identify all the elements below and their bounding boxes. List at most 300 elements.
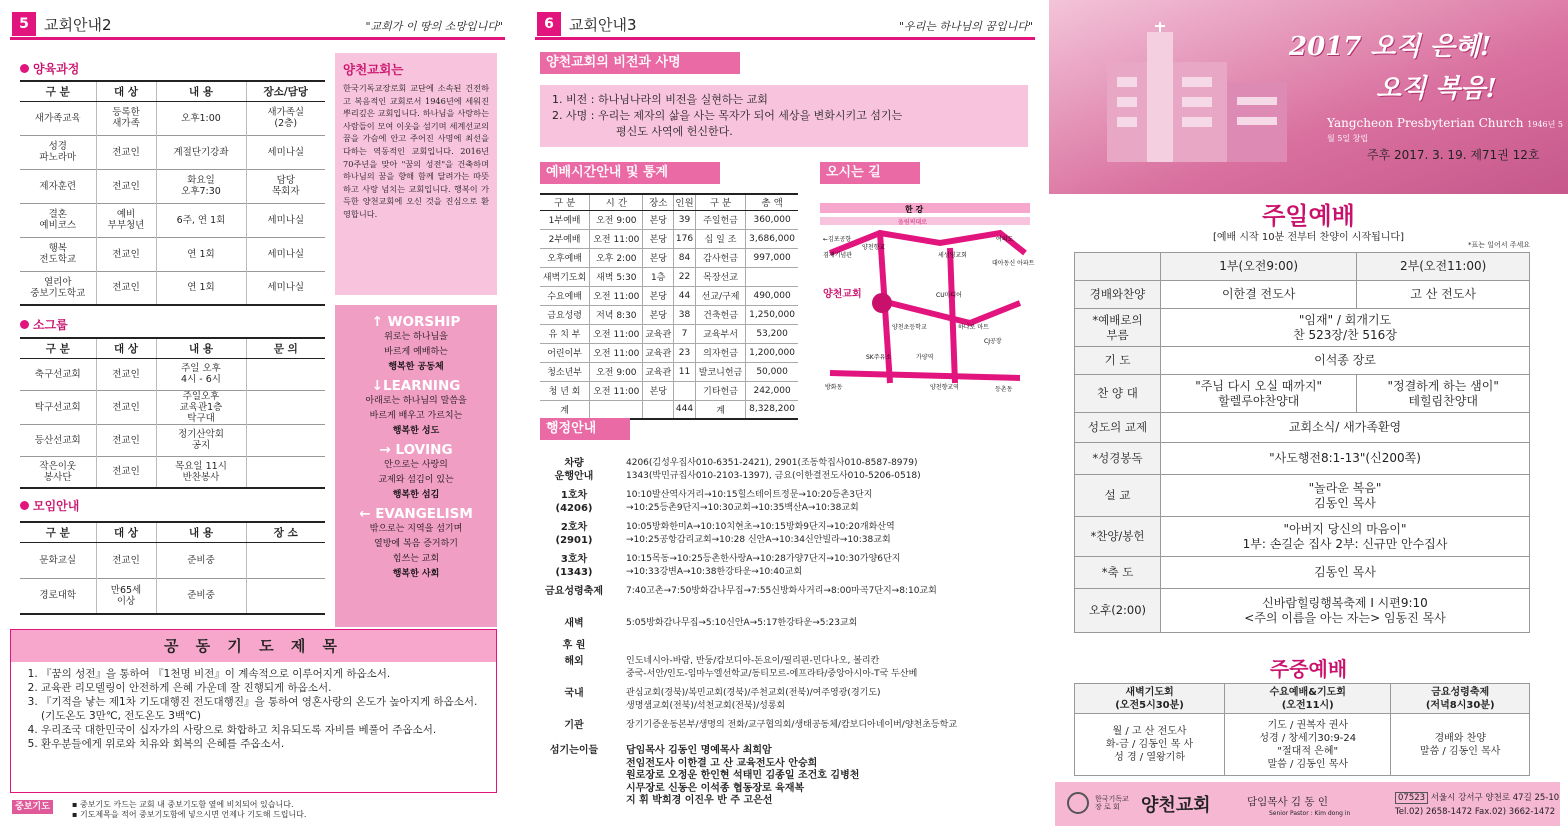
table-cell: 세미나실 bbox=[246, 203, 325, 237]
table-row bbox=[1075, 413, 1530, 443]
table-row bbox=[20, 542, 325, 578]
hero-banner bbox=[1049, 0, 1568, 194]
admin-key: 3호차 (1343) bbox=[555, 554, 593, 578]
table-cell: 예비 부부청년 bbox=[96, 203, 156, 237]
row-label: *예배로의 부름 bbox=[1075, 309, 1161, 347]
table-cell bbox=[246, 578, 325, 614]
table-header: 구 분 bbox=[20, 81, 96, 101]
table-cell bbox=[246, 358, 325, 390]
prayer-item: 1. 『꿈의 성전』을 통하여 『1천명 비전』이 계속적으로 이루어지게 하옵소서. bbox=[41, 667, 488, 681]
staff-line: 지 휘 박희경 이진우 반 주 고은선 bbox=[626, 795, 773, 806]
admin-key: 새벽 bbox=[564, 618, 584, 629]
table-cell: 교육관 bbox=[643, 343, 674, 362]
table-cell: 세미나실 bbox=[246, 135, 325, 169]
vision-line: 교제와 섬김이 있는 bbox=[378, 475, 454, 485]
table-cell: "정결하게 하는 샘이" 테힐림찬양대 bbox=[1357, 375, 1530, 413]
table-row bbox=[1075, 475, 1530, 517]
staff-line: 담임목사 김동인 명예목사 최희암 bbox=[626, 745, 772, 756]
vision-line: 힘쓰는 교회 bbox=[392, 554, 440, 564]
weekday-title: 주중예배 bbox=[1269, 657, 1348, 681]
table-header: 대 상 bbox=[96, 522, 156, 542]
table-row bbox=[540, 286, 798, 305]
table-cell: 김동인 목사 bbox=[1161, 557, 1530, 589]
vision-line: 위로는 하나님을 bbox=[384, 332, 448, 342]
table-cell: 세미나실 bbox=[246, 237, 325, 271]
table-cell: 242,000 bbox=[746, 381, 798, 400]
table-cell: 주일헌금 bbox=[695, 210, 745, 229]
section-title-smallgroup: 소그룹 bbox=[20, 316, 68, 333]
admin-key: 1호차 (4206) bbox=[555, 490, 593, 514]
table-cell: 오전 11:00 bbox=[590, 229, 643, 248]
worship-table bbox=[540, 193, 798, 420]
table-row bbox=[1075, 589, 1530, 633]
table-row bbox=[1075, 281, 1530, 309]
table-row bbox=[540, 267, 798, 286]
page-number: 6 bbox=[537, 12, 561, 36]
table-cell: 전교인 bbox=[96, 237, 156, 271]
support-key: 국내 bbox=[564, 688, 584, 699]
table-cell: 주일오후 교육관1층 탁구대 bbox=[156, 390, 246, 424]
table-header: 금요성령축제 (저녁8시30분) bbox=[1391, 684, 1530, 714]
table-cell: 8,328,200 bbox=[746, 400, 798, 419]
table-cell: 결혼 예비코스 bbox=[20, 203, 96, 237]
table-cell: 오전 11:00 bbox=[590, 286, 643, 305]
table-row bbox=[540, 400, 798, 419]
page-5 bbox=[0, 0, 515, 829]
table-cell: 저녁 8:30 bbox=[590, 305, 643, 324]
table-header: 2부(오전11:00) bbox=[1357, 253, 1530, 281]
footer-pastor: 담임목사 김 동 인 bbox=[1247, 796, 1329, 808]
page-title: 교회안내2 bbox=[44, 16, 112, 34]
admin-value: 10:10발산역사거리→10:15힐스테이트정문→10:20등촌3단지 →10:25등촌9단지→10:30교회→10:35백산A→10:38교회 bbox=[626, 490, 873, 513]
table-cell bbox=[246, 424, 325, 456]
admin-value: 10:15목동→10:25등촌한사랑A→10:28가양7단지→10:30가양6단지 →10:33강변A→10:38한강타운→10:40교회 bbox=[626, 554, 901, 577]
vision-line: 안으로는 사랑의 bbox=[384, 460, 448, 470]
table-row bbox=[20, 578, 325, 614]
table-cell: 작은이웃 봉사단 bbox=[20, 456, 96, 488]
table-row bbox=[20, 271, 325, 305]
table-cell: 연 1회 bbox=[156, 271, 246, 305]
table-header: 대 상 bbox=[96, 81, 156, 101]
table-row bbox=[540, 362, 798, 381]
page-header bbox=[10, 6, 505, 40]
table-cell: "주님 다시 오실 때까지" 할렐루야찬양대 bbox=[1161, 375, 1357, 413]
table-cell: 준비중 bbox=[156, 542, 246, 578]
vision-box bbox=[540, 85, 1028, 147]
table-cell: 본당 bbox=[643, 305, 674, 324]
table-cell: 기도 / 권복자 권사 성경 / 창세기30:9-24 "절대적 은혜" 말씀 / 김동인 목사 bbox=[1225, 714, 1391, 776]
row-label: *축 도 bbox=[1075, 557, 1161, 589]
table-cell: 계 bbox=[540, 400, 590, 419]
map-label: 겸재기념관 bbox=[823, 252, 852, 259]
table-cell: 7 bbox=[674, 324, 696, 343]
table-cell: 490,000 bbox=[746, 286, 798, 305]
table-cell: 연 1회 bbox=[156, 237, 246, 271]
hero-title-line2: 오직 복음! bbox=[1376, 74, 1497, 104]
page-motto: "우리는 하나님의 꿈입니다" bbox=[899, 20, 1033, 33]
table-row bbox=[1075, 309, 1530, 347]
table-cell: 오전 11:00 bbox=[590, 381, 643, 400]
note-line: ▪ 중보기도 카드는 교회 내 중보기도함 옆에 비치되어 있습니다. bbox=[72, 800, 294, 809]
table-cell bbox=[643, 400, 674, 419]
table-cell: 문화교실 bbox=[20, 542, 96, 578]
table-corner bbox=[1075, 253, 1161, 281]
table-row bbox=[20, 390, 325, 424]
table-cell bbox=[674, 381, 696, 400]
admin-key: 금요성령축제 bbox=[545, 586, 603, 597]
footer-tel: Tel.02) 2658-1472 Fax.02) 3662-1472 bbox=[1395, 807, 1556, 817]
table-row bbox=[20, 135, 325, 169]
table-cell: 청소년부 bbox=[540, 362, 590, 381]
vision-heading: ← EVANGELISM bbox=[359, 506, 473, 522]
table-cell: 새가족교육 bbox=[20, 101, 96, 135]
vision-heading: ↓LEARNING bbox=[371, 378, 461, 394]
edu-table bbox=[20, 80, 325, 306]
table-cell: 세미나실 bbox=[246, 271, 325, 305]
table-cell: 신바람힐링행복축제 I 시편9:10 <주의 이름을 아는 자는> 임동진 목사 bbox=[1161, 589, 1530, 633]
table-header-row bbox=[1075, 684, 1530, 714]
vision-line: 1. 비전 : 하나님나라의 비전을 실현하는 교회 bbox=[552, 93, 768, 106]
table-cell: 오후예배 bbox=[540, 248, 590, 267]
page-number: 5 bbox=[12, 12, 36, 36]
footer-addr: 서울시 강서구 양천로 47길 25-10 bbox=[1430, 793, 1560, 803]
table-cell: 담당 목회자 bbox=[246, 169, 325, 203]
worship-title: 예배시간안내 및 통계 bbox=[540, 162, 720, 184]
table-cell: 997,000 bbox=[746, 248, 798, 267]
map-label: CJ공장 bbox=[984, 338, 1002, 345]
sunday-service-table bbox=[1074, 252, 1530, 633]
admin-key: 2호차 (2901) bbox=[555, 522, 593, 546]
map-river bbox=[820, 203, 1030, 213]
table-cell: 이한결 전도사 bbox=[1161, 281, 1357, 309]
vision-emphasis: 행복한 성도 bbox=[392, 426, 440, 436]
table-row bbox=[20, 358, 325, 390]
staff-line: 시무장로 신동은 이석종 협동장로 육재복 bbox=[626, 782, 805, 794]
support-key: 기관 bbox=[564, 720, 584, 731]
table-cell: 만65세 이상 bbox=[96, 578, 156, 614]
table-header: 장 소 bbox=[246, 522, 325, 542]
vision-line: 2. 사명 : 우리는 제자의 삶을 사는 목자가 되어 세상을 변화시키고 섬기는 bbox=[552, 109, 903, 122]
map-label: 대아동신 아파트 bbox=[992, 260, 1035, 267]
vision-heading: → LOVING bbox=[379, 442, 453, 458]
table-cell: 건축헌금 bbox=[695, 305, 745, 324]
intro-box bbox=[335, 53, 497, 295]
prayer-item: 4. 우리조국 대한민국이 십자가의 사랑으로 화합하고 치유되도록 자비를 베풀어 주옵소서. bbox=[41, 723, 488, 737]
table-cell: 경로대학 bbox=[20, 578, 96, 614]
table-cell: 전교인 bbox=[96, 456, 156, 488]
intro-title: 양천교회는 bbox=[343, 62, 404, 77]
support-value: 관심교회(경북)/복민교회(경북)/주천교회(전북)/여주영광(경기도) 생명샘교회(전북)/석천교회(전북)/성롱회 bbox=[626, 688, 881, 711]
table-header: 내 용 bbox=[156, 522, 246, 542]
admin-value: 4206(김성우집사010-6351-2421), 2901(조동학집사010-8587-8979) 1343(박민규집사010-2103-1397), 금요(이한결전도사010-5206-0518) bbox=[626, 458, 921, 481]
footer-denomination: 한국기독교 장 로 회 bbox=[1095, 795, 1129, 811]
table-cell: 경배와 찬양 말씀 / 김동인 목사 bbox=[1391, 714, 1530, 776]
map-label: ←김포공항 bbox=[823, 236, 852, 243]
vision-title: 양천교회의 비전과 사명 bbox=[540, 52, 740, 74]
table-cell: 오전 9:00 bbox=[590, 210, 643, 229]
table-row bbox=[1075, 517, 1530, 557]
table-cell bbox=[590, 400, 643, 419]
table-row bbox=[540, 248, 798, 267]
table-header: 새벽기도회 (오전5시30분) bbox=[1075, 684, 1225, 714]
table-cell: 1층 bbox=[643, 267, 674, 286]
prayer-list bbox=[11, 662, 496, 751]
vision-box bbox=[335, 305, 497, 627]
support-value: 장기기증운동본부/생명의 전화/교구협의회/생태공동체/캄보디아네이버/양천초등학교 bbox=[626, 720, 958, 730]
table-header: 총 액 bbox=[746, 194, 798, 210]
prayer-item: 3. 『기적을 낳는 제1차 기도대행진 전도대행진』을 통하여 영혼사랑의 온도가 높아지게 하옵소서.(기도온도 3만℃, 전도온도 3백℃) bbox=[41, 695, 488, 723]
row-label: 오후(2:00) bbox=[1075, 589, 1161, 633]
page-header bbox=[535, 6, 1035, 40]
bulletin-date: 주후 2017. 3. 19. 제71권 12호 bbox=[1367, 148, 1540, 162]
map-label: 등촌동 bbox=[995, 386, 1013, 393]
table-cell: 전교인 bbox=[96, 271, 156, 305]
table-cell: 전교인 bbox=[96, 542, 156, 578]
table-cell bbox=[246, 456, 325, 488]
vision-heading: ↑ WORSHIP bbox=[371, 314, 461, 330]
weekday-service-table bbox=[1074, 683, 1530, 776]
intro-text: 한국기독교장로회 교단에 소속된 건전하고 복음적인 교회로서 1946년에 세워진 뿌리깊은 교회입니다. 하나님을 사랑하는 사람들이 모여 이웃을 섬기며 세계선교의 꿈을 가슴에 안고 주어진 사명에 최선을 다하는 역동적인 교회입니다. 2016년 70주년을 맞아 "꿈의 성전"을 건축하며 하나님의 꿈을 향해 함께 달려가는 따뜻하고 사랑 넘치는 교회입니다. 행복이 가득한 양천교회에 오신 것을 진심으로 환영합니다. bbox=[343, 83, 489, 219]
footer-church-name: 양천교회 bbox=[1141, 795, 1211, 816]
page-6 bbox=[525, 0, 1045, 829]
church-marker bbox=[872, 293, 892, 313]
table-row bbox=[20, 237, 325, 271]
admin-value: 5:05방화감나무집→5:10신안A→5:17한강타운→5:23교회 bbox=[626, 618, 858, 628]
prayer-title: 공 동 기 도 제 목 bbox=[11, 630, 496, 662]
table-cell: 월 / 고 산 전도사 화-금 / 김동인 목 사 성 경 / 열왕기하 bbox=[1075, 714, 1225, 776]
table-cell: "임재" / 회개기도 찬 523장/찬 516장 bbox=[1161, 309, 1530, 347]
table-cell: 열리아 중보기도학교 bbox=[20, 271, 96, 305]
map-church-label: 양천교회 bbox=[823, 289, 862, 300]
staff-label: 섬기는이들 bbox=[549, 745, 599, 756]
church-english-name-text: Yangcheon Presbyterian Church bbox=[1327, 116, 1524, 130]
map-label: 양천초등학교 bbox=[892, 324, 927, 331]
footer-pastor-en: Senior Pastor : Kim dong in bbox=[1269, 810, 1351, 817]
table-row bbox=[540, 229, 798, 248]
table-cell: 전교인 bbox=[96, 390, 156, 424]
vision-line: 밖으로는 지역을 섬기며 bbox=[369, 524, 463, 534]
table-cell: 444 bbox=[674, 400, 696, 419]
directions-map bbox=[820, 193, 1040, 398]
table-cell: 1부예배 bbox=[540, 210, 590, 229]
table-cell: 축구선교회 bbox=[20, 358, 96, 390]
church-established: 1946년 5월 5일 창립 bbox=[1327, 120, 1563, 143]
table-cell: 어린이부 bbox=[540, 343, 590, 362]
table-row bbox=[540, 324, 798, 343]
prayer-item: 2. 교육관 리모델링이 안전하게 은혜 가운데 잘 진행되게 하옵소서. bbox=[41, 681, 488, 695]
map-label: 방화동 bbox=[825, 384, 843, 391]
table-cell: 53,200 bbox=[746, 324, 798, 343]
table-cell: 목장선교 bbox=[695, 267, 745, 286]
footer-zip: 07523 bbox=[1395, 792, 1428, 804]
table-row bbox=[540, 305, 798, 324]
row-label: 찬 양 대 bbox=[1075, 375, 1161, 413]
row-label: 성도의 교제 bbox=[1075, 413, 1161, 443]
table-cell: 38 bbox=[674, 305, 696, 324]
row-label: 기 도 bbox=[1075, 347, 1161, 375]
table-header: 내 용 bbox=[156, 81, 246, 101]
table-cell: 360,000 bbox=[746, 210, 798, 229]
table-header: 장소/담당 bbox=[246, 81, 325, 101]
table-cell: 44 bbox=[674, 286, 696, 305]
table-row bbox=[1075, 557, 1530, 589]
vision-line: 바르게 배우고 가르치는 bbox=[369, 411, 463, 421]
table-cell: 본당 bbox=[643, 248, 674, 267]
table-cell bbox=[246, 542, 325, 578]
table-cell: 2부예배 bbox=[540, 229, 590, 248]
table-header: 1부(오전9:00) bbox=[1161, 253, 1357, 281]
vision-emphasis: 행복한 사회 bbox=[392, 569, 440, 579]
table-row bbox=[20, 169, 325, 203]
church-english-name bbox=[1327, 116, 1568, 144]
table-cell: 오전 9:00 bbox=[590, 362, 643, 381]
table-row bbox=[20, 456, 325, 488]
meeting-table bbox=[20, 521, 325, 615]
row-label: 설 교 bbox=[1075, 475, 1161, 517]
staff-line: 원로장로 오정운 한인현 석태민 김종일 조건호 김병천 bbox=[626, 770, 860, 781]
table-cell: 유 치 부 bbox=[540, 324, 590, 343]
map-label: 올림픽대로 bbox=[898, 219, 927, 226]
table-cell: 화요일 오후7:30 bbox=[156, 169, 246, 203]
map-label: 여의도 bbox=[996, 236, 1014, 243]
table-cell: 계 bbox=[695, 400, 745, 419]
vision-emphasis: 행복한 공동체 bbox=[388, 362, 444, 372]
table-cell: 50,000 bbox=[746, 362, 798, 381]
table-cell: 본당 bbox=[643, 210, 674, 229]
table-cell: 교육관 bbox=[643, 362, 674, 381]
table-cell: 탁구선교회 bbox=[20, 390, 96, 424]
table-cell: 교육관 bbox=[643, 324, 674, 343]
map-label: 양천향교역 bbox=[930, 384, 959, 391]
note-tag: 중보기도 bbox=[12, 800, 53, 814]
table-cell bbox=[746, 267, 798, 286]
admin-title: 행정안내 bbox=[540, 418, 630, 440]
table-row bbox=[1075, 347, 1530, 375]
staff-line: 전임전도사 이한결 고 산 교육전도사 안승희 bbox=[626, 757, 818, 769]
table-header: 시 간 bbox=[590, 194, 643, 210]
table-cell: 이석종 장로 bbox=[1161, 347, 1530, 375]
row-label: *성경봉독 bbox=[1075, 443, 1161, 475]
row-label: 경배와찬양 bbox=[1075, 281, 1161, 309]
table-header: 수요예배&기도회 (오전11시) bbox=[1225, 684, 1391, 714]
support-key: 해외 bbox=[564, 656, 584, 667]
table-cell: 성경 파노라마 bbox=[20, 135, 96, 169]
table-cell: 행복 전도학교 bbox=[20, 237, 96, 271]
table-cell: 새벽기도회 bbox=[540, 267, 590, 286]
table-row bbox=[540, 381, 798, 400]
row-label: *찬양/봉헌 bbox=[1075, 517, 1161, 557]
table-cell: 제자훈련 bbox=[20, 169, 96, 203]
table-header: 구 분 bbox=[20, 338, 96, 358]
table-cell: 오전 11:00 bbox=[590, 343, 643, 362]
prayer-item: 5. 환우분들에게 위로와 치유와 회복의 은혜를 주옵소서. bbox=[41, 737, 488, 751]
table-cell: 39 bbox=[674, 210, 696, 229]
prayer-box bbox=[10, 629, 497, 793]
table-cell: 오전 11:00 bbox=[590, 324, 643, 343]
map-label: 한 강 bbox=[905, 205, 924, 214]
vision-line: 아래로는 하나님의 말씀을 bbox=[365, 396, 467, 406]
table-cell: 84 bbox=[674, 248, 696, 267]
page-title: 교회안내3 bbox=[569, 16, 637, 34]
table-cell: 176 bbox=[674, 229, 696, 248]
vision-line: 평신도 사역에 헌신한다. bbox=[616, 125, 733, 138]
table-cell: 교육부서 bbox=[695, 324, 745, 343]
table-header: 구 분 bbox=[540, 194, 590, 210]
table-cell: 오후1:00 bbox=[156, 101, 246, 135]
table-header: 장소 bbox=[643, 194, 674, 210]
table-cell: 22 bbox=[674, 267, 696, 286]
table-header: 내 용 bbox=[156, 338, 246, 358]
table-cell: 등록한 새가족 bbox=[96, 101, 156, 135]
table-cell: 전교인 bbox=[96, 358, 156, 390]
hero-title-line1: 2017 오직 은혜! bbox=[1289, 32, 1492, 62]
section-title-meeting: 모임안내 bbox=[20, 497, 79, 514]
map-label: 하나로 마트 bbox=[958, 324, 989, 331]
table-cell: 준비중 bbox=[156, 578, 246, 614]
table-row bbox=[20, 101, 325, 135]
table-cell: 3,686,000 bbox=[746, 229, 798, 248]
smallgroup-table bbox=[20, 337, 325, 489]
support-title: 후 원 bbox=[562, 640, 586, 651]
table-cell: 6주, 연 1회 bbox=[156, 203, 246, 237]
table-header: 문 의 bbox=[246, 338, 325, 358]
table-row bbox=[540, 210, 798, 229]
table-row bbox=[1075, 714, 1530, 776]
admin-value: 7:40고촌→7:50방화감나무집→7:55신방화사거리→8:00마곡7단지→8:10교회 bbox=[626, 586, 937, 596]
sunday-title: 주일예배 bbox=[1262, 202, 1355, 230]
table-cell: "아버지 당신의 마음이" 1부: 손길순 집사 2부: 신규만 안수집사 bbox=[1161, 517, 1530, 557]
table-cell: 새가족실 (2층) bbox=[246, 101, 325, 135]
vision-emphasis: 행복한 섬김 bbox=[392, 490, 440, 500]
admin-key: 차량 운행안내 bbox=[554, 458, 594, 482]
table-cell: 십 일 조 bbox=[695, 229, 745, 248]
table-cell: 오후 2:00 bbox=[590, 248, 643, 267]
table-cell: 정기산악회 공지 bbox=[156, 424, 246, 456]
table-cell: 본당 bbox=[643, 381, 674, 400]
table-cell: 전교인 bbox=[96, 424, 156, 456]
map-label: 세성영교회 bbox=[938, 252, 967, 259]
table-header: 대 상 bbox=[96, 338, 156, 358]
table-cell: 전교인 bbox=[96, 169, 156, 203]
map-label: 양천향교 bbox=[862, 244, 886, 251]
support-value: 인도네시아-바람, 반둥/캄보디아-돈요이/필리핀-민다나오, 볼리칸 중국-서안/인도-임마누엘선학교/동티모르-에프라타/중앙아시아-T국 두산베 bbox=[626, 656, 918, 679]
vision-line: 바르게 예배하는 bbox=[384, 347, 448, 357]
map-label: 가양역 bbox=[916, 354, 934, 361]
page-motto: "교회가 이 땅의 소망입니다" bbox=[365, 20, 503, 33]
table-cell: "놀라운 복음" 김동인 목사 bbox=[1161, 475, 1530, 517]
table-cell: 23 bbox=[674, 343, 696, 362]
section-title-edu: 양육과정 bbox=[20, 60, 79, 77]
table-header: 구 분 bbox=[695, 194, 745, 210]
table-cell: 주일 오후 4시 - 6시 bbox=[156, 358, 246, 390]
table-cell: 11 bbox=[674, 362, 696, 381]
map-label: CU마디어 bbox=[936, 292, 962, 299]
table-cell: 본당 bbox=[643, 229, 674, 248]
table-header: 구 분 bbox=[20, 522, 96, 542]
table-row bbox=[1075, 375, 1530, 413]
table-row bbox=[1075, 443, 1530, 475]
table-cell: 등산선교회 bbox=[20, 424, 96, 456]
table-cell: 감사헌금 bbox=[695, 248, 745, 267]
table-cell: 금요성령 bbox=[540, 305, 590, 324]
table-cell: "사도행전8:1-13"(신200쪽) bbox=[1161, 443, 1530, 475]
table-cell: 목요일 11시 반찬봉사 bbox=[156, 456, 246, 488]
table-cell: 청 년 회 bbox=[540, 381, 590, 400]
table-cell: 1,250,000 bbox=[746, 305, 798, 324]
table-cell: 의자헌금 bbox=[695, 343, 745, 362]
table-cell: 본당 bbox=[643, 286, 674, 305]
map-label: SK주유소 bbox=[866, 354, 892, 361]
